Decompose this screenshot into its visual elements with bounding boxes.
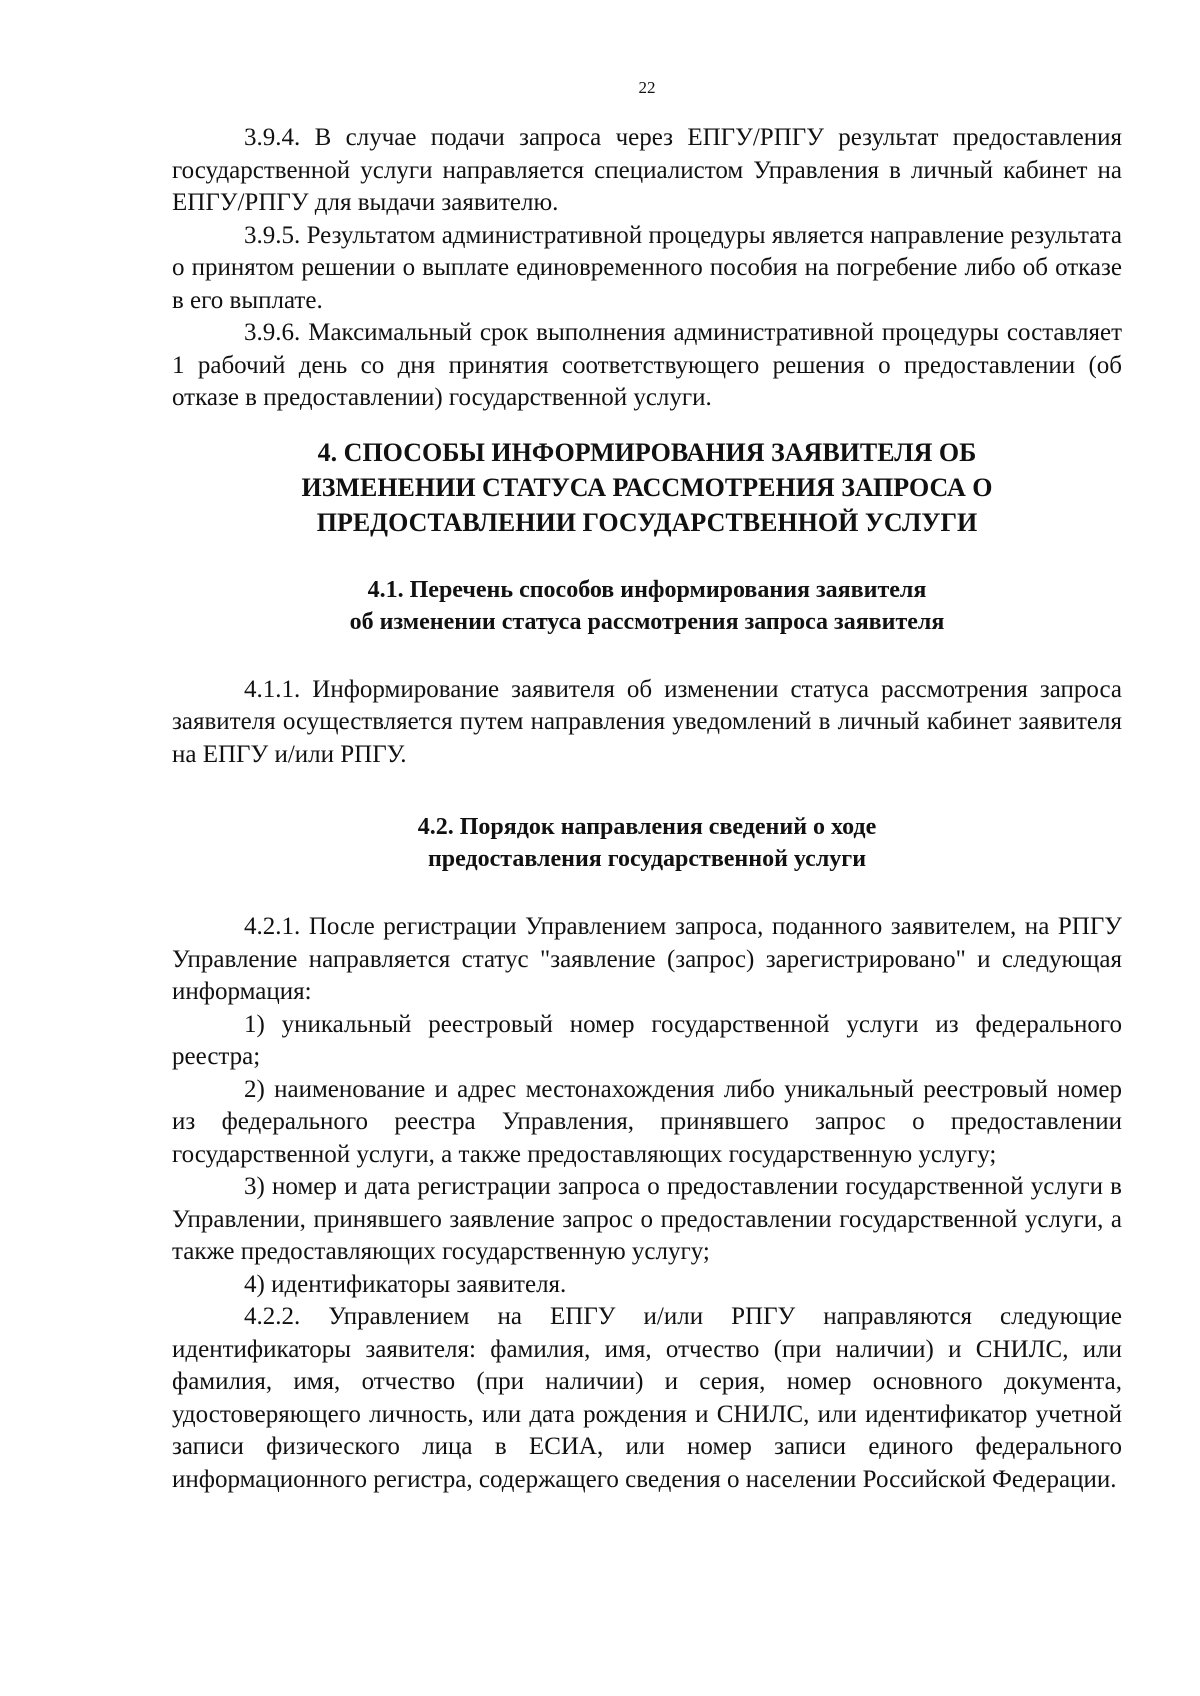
- list-item: 2) наименование и адрес местонахождения либо уникальный реестровый номер из федерального реестра Управления, принявшего запрос о предоставлении государственной услуги, а также предоставляющих государственную услугу;: [172, 1075, 1122, 1168]
- chapter-heading-line: 4. СПОСОБЫ ИНФОРМИРОВАНИЯ ЗАЯВИТЕЛЯ ОБ: [317, 437, 977, 467]
- list-item: 4) идентификаторы заявителя.: [244, 1270, 567, 1298]
- list-item: 3) номер и дата регистрации запроса о предоставлении государственной услуги в Управлении, принявшего заявление запрос о предоставлении государственной услуги, а также предоставляющих государственную услугу;: [172, 1173, 1122, 1265]
- section-heading-line: 4.2. Порядок направления сведений о ходе: [417, 814, 877, 840]
- paragraph-4-1-1: 4.1.1. Информирование заявителя об изменении статуса рассмотрения запроса заявителя осуществляется путем направления уведомлений в личный кабинет заявителя на ЕПГУ и/или РПГУ.: [172, 675, 1122, 768]
- chapter-heading: [172, 435, 1122, 540]
- list-item: 1) уникальный реестровый номер государственной услуги из федерального реестра;: [172, 1010, 1122, 1070]
- section-heading-line: об изменении статуса рассмотрения запроса заявителя: [349, 608, 945, 635]
- document-page: [172, 0, 1122, 1696]
- chapter-heading-line: ПРЕДОСТАВЛЕНИИ ГОСУДАРСТВЕННОЙ УСЛУГИ: [316, 507, 978, 537]
- section-heading-4-2: [172, 811, 1122, 875]
- section-heading-4-1: [172, 574, 1122, 638]
- paragraph-4-2-1: 4.2.1. После регистрации Управлением запроса, поданного заявителем, на РПГУ Управление направляется статус "заявление (запрос) зарегистрировано" и следующая информация:: [172, 913, 1122, 1005]
- page-number: 22: [638, 78, 656, 97]
- paragraph-3-9-6: 3.9.6. Максимальный срок выполнения административной процедуры составляет 1 рабочий день со дня принятия соответствующего решения о предоставлении (об отказе в предоставлении) государственной услуги.: [172, 319, 1122, 411]
- paragraph-3-9-4: 3.9.4. В случае подачи запроса через ЕПГУ/РПГУ результат предоставления государственной услуги направляется специалистом Управления в личный кабинет на ЕПГУ/РПГУ для выдачи заявителю.: [172, 124, 1122, 216]
- chapter-heading-line: ИЗМЕНЕНИИ СТАТУСА РАССМОТРЕНИЯ ЗАПРОСА О: [301, 472, 993, 502]
- paragraph-3-9-5: 3.9.5. Результатом административной процедуры является направление результата о принятом решении о выплате единовременного пособия на погребение либо об отказе в его выплате.: [172, 221, 1122, 314]
- paragraph-4-2-2: 4.2.2. Управлением на ЕПГУ и/или РПГУ направляются следующие идентификаторы заявителя: фамилия, имя, отчество (при наличии) и СНИЛС, или фамилия, имя, отчество (при наличии) и серия, номер основного документа, удостоверяющего личность, или дата рождения и СНИЛС, или идентификатор учетной записи физического лица в ЕСИА, или номер записи единого федерального информационного регистра, содержащего сведения о населении Российской Федерации.: [172, 1303, 1122, 1493]
- section-heading-line: предоставления государственной услуги: [427, 846, 867, 872]
- document-body: [172, 122, 1122, 1496]
- section-heading-line: 4.1. Перечень способов информирования заявителя: [367, 576, 927, 603]
